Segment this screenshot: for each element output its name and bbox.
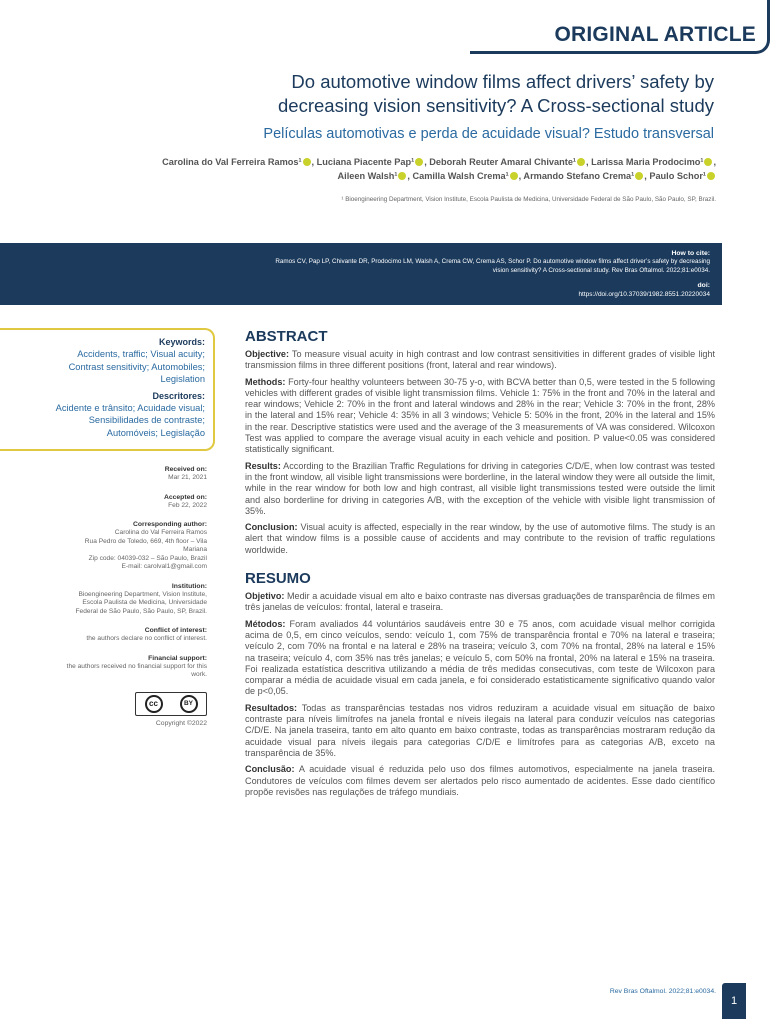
paragraph-label: Objective: [245, 349, 289, 359]
author-name: , Larissa Maria Prodocimo¹ [586, 157, 704, 167]
title-line: decreasing vision sensitivity? A Cross-sectional study [278, 95, 714, 116]
author-name: Carolina do Val Ferreira Ramos¹ [162, 157, 302, 167]
conflict-heading: Conflict of interest: [144, 627, 207, 634]
paragraph-text: Medir a acuidade visual em alto e baixo contraste nas diversas graduações de transparência de filmes em três janelas de veículos: frontal, lateral e traseira. [245, 591, 715, 613]
orcid-icon[interactable] [704, 158, 712, 166]
received-date: Mar 21, 2021 [168, 474, 207, 481]
author-separator: , [713, 157, 716, 167]
orcid-icon[interactable] [635, 172, 643, 180]
resumo-metodos [245, 619, 715, 698]
orcid-icon[interactable] [707, 172, 715, 180]
author-name: , Armando Stefano Crema¹ [518, 171, 635, 181]
abstract-results [245, 461, 715, 517]
sidebar [0, 328, 215, 727]
conflict-text: the authors declare no conflict of interest. [86, 635, 207, 642]
cc-by-license-badge[interactable] [135, 692, 207, 716]
accepted-heading: Accepted on: [163, 493, 207, 501]
author-name: , Paulo Schor¹ [644, 171, 706, 181]
descritores-text: Acidente e trânsito; Acuidade visual; Sensibilidades de contraste; Automóveis; Legislação [55, 402, 205, 438]
author-name: , Luciana Piacente Pap¹ [311, 157, 415, 167]
resumo-resultados [245, 703, 715, 759]
resumo-objetivo [245, 591, 715, 614]
main-content [245, 328, 715, 803]
institution-heading: Institution: [171, 582, 207, 590]
descritores-heading: Descritores: [152, 390, 205, 401]
cc-icon: cc [145, 695, 163, 713]
resumo-conclusao [245, 764, 715, 798]
keywords-heading: Keywords: [158, 337, 205, 347]
resumo-heading: RESUMO [245, 570, 311, 588]
abstract-objective [245, 349, 715, 372]
page-number: 1 [722, 983, 746, 1019]
corresponding-line: Zip code: 04039-032 – São Paulo, Brazil [88, 554, 207, 562]
financial-text: the authors received no financial support for this work. [66, 662, 207, 678]
article-type-label: ORIGINAL ARTICLE [554, 23, 756, 46]
orcid-icon[interactable] [577, 158, 585, 166]
citation-text: Ramos CV, Pap LP, Chivante DR, Prodocimo LM, Walsh A, Crema CW, Crema AS, Schor P. Do automotive window films affect driver’s safety by decreasing vision sensitivity? A Cross-sectional study. Rev Bras Oftalmol. 2022;81:e0034. [275, 258, 710, 274]
orcid-icon[interactable] [303, 158, 311, 166]
accepted-date: Feb 22, 2022 [168, 501, 207, 509]
corresponding-author [60, 529, 207, 572]
paragraph-text: Forty-four healthy volunteers between 30-75 y-o, with BCVA better than 0,5, were tested in the 5 following vehicles with different grades of visible light transmission films. Vehicle 1: 75% in the front and 70% in the lateral and rear windows; Vehicle 2: 70% in the front and lateral windows and 28% in the rear; Vehicle 3: 70% in the front, 28% in the lateral and 15% rear; Vehicle 4: 35% in all 3 windows; Vehicle 5: 50% in the front, 20% in the lateral and 15% in the rear. Descriptive statistics were used and the average of the 3 measurements of VA was considered. Wilcoxon Test was applied to compare the average visual acuity in each vehicle and position. P value<0.05 was considered statistically significant. [245, 376, 715, 455]
paragraph-label: Métodos: [245, 618, 286, 629]
article-subtitle: Películas automotivas e perda de acuidade visual? Estudo transversal [263, 126, 714, 142]
paragraph-text: To measure visual acuity in high contrast and low contrast sensitivities in different grades of visible light transmission films in three different positions (front, lateral and rear windows). [245, 349, 715, 371]
footer-citation: Rev Bras Oftalmol. 2022;81:e0034. [609, 988, 716, 995]
institution-text: Bioengineering Department, Vision Institute, Escola Paulista de Medicina, Universidade Federal de São Paulo, São Paulo, SP, Brazil. [75, 590, 207, 615]
orcid-icon[interactable] [510, 172, 518, 180]
paragraph-text: According to the Brazilian Traffic Regulations for driving in categories C/D/E, when low contrast was tested in the front window, all visible light transmissions were borderline, in the lateral window they were all outside the limit, while in the rear window for both low and high contrast, all visible light transmissions tested were outside the limit and also borderline for driving in categories A/B, with the exception of the vehicle with visible light transmission of 35%. [245, 460, 715, 516]
by-icon: BY [180, 695, 198, 713]
corresponding-heading: Corresponding author: [132, 521, 207, 528]
author-list [76, 155, 716, 183]
orcid-icon[interactable] [398, 172, 406, 180]
paragraph-text: A acuidade visual é reduzida pelo uso dos filmes automotivos, especialmente na janela traseira. Condutores de veículos com filmes devem ser alertados pelo risco aumentado de acidentes. Esse dado científico propõe revisões nas regulações de tráfego mundiais. [245, 764, 715, 797]
title-line: Do automotive window films affect drivers’ safety by [291, 71, 714, 92]
author-name: Aileen Walsh¹ [337, 171, 398, 181]
abstract-methods [245, 377, 715, 456]
abstract-heading: ABSTRACT [245, 328, 328, 345]
paragraph-label: Resultados: [245, 702, 298, 713]
financial-heading: Financial support: [148, 654, 207, 662]
abstract-conclusion [245, 522, 715, 556]
paragraph-label: Conclusão: [245, 764, 295, 775]
corresponding-email[interactable]: E-mail: carolval1@gmail.com [121, 563, 207, 570]
citation-box [0, 243, 722, 305]
article-info [0, 465, 215, 727]
orcid-icon[interactable] [415, 158, 423, 166]
copyright: Copyright ©2022 [155, 719, 207, 727]
article-title [194, 70, 714, 118]
corresponding-line: Carolina do Val Ferreira Ramos [114, 529, 207, 536]
doi-heading: doi: [697, 282, 710, 289]
author-name: , Camilla Walsh Crema¹ [407, 171, 509, 181]
paragraph-text: Visual acuity is affected, especially in the rear window, by the use of automotive films. The study is an alert that window films is a possible cause of accidents and may contribute to the revision of traffic regulations worldwide. [245, 522, 715, 555]
paragraph-label: Methods: [245, 376, 286, 387]
paragraph-label: Objetivo: [245, 591, 285, 602]
affiliation: ¹ Bioengineering Department, Vision Institute, Escola Paulista de Medicina, Universidade Federal de São Paulo, São Paulo, SP, Brazil. [341, 196, 716, 203]
corresponding-line: Rua Pedro de Toledo, 669, 4th floor – Vila Mariana [84, 537, 207, 553]
paragraph-label: Conclusion: [245, 522, 298, 533]
keywords-text: Accidents, traffic; Visual acuity; Contrast sensitivity; Automobiles; Legislation [68, 349, 205, 384]
paragraph-label: Results: [245, 460, 281, 471]
paragraph-text: Todas as transparências testadas nos vidros reduziram a acuidade visual em situação de baixo contraste para níveis limítrofes na janela frontal e níveis ilegais na lateral para conduzir veículos nas categorias C/D/E. Na janela traseira, tanto em alto quanto em baixo contraste, todas as transparências mostraram redução da acuidade visual para níveis ilegais para categorias C/D/E e limítrofes para as categorias A/B, exceto na transparência de 35%. [245, 702, 715, 758]
keywords-box [0, 328, 215, 451]
doi-link[interactable]: https://doi.org/10.37039/1982.8551.20220034 [578, 291, 710, 298]
citation-heading: How to cite: [671, 250, 710, 257]
received-heading: Received on: [164, 466, 207, 473]
paragraph-text: Foram avaliados 44 voluntários saudáveis entre 30 e 75 anos, com acuidade visual melhor corrigida acima de 0,5, em cinco veículos, sendo: veículo 1, com 75% de transparência frontal e 70% na lateral e traseira; veículo 2, com 70% na frontal e na lateral e 28% na traseira; veículo 3, com 70% na frontal, 28% na lateral e 15% na traseira; veículo 4, com 35% nas três janelas; e veículo 5, com 50% na frontal, 20% na lateral e 15% na traseira. Foi realizada estatística descritiva utilizando a média de três medidas consecutivas, com teste de Wilcoxon para comparar a média de acuidade visual em cada janela, e foi considerado estatisticamente significativo quando valor de p<0,05. [245, 618, 715, 697]
author-name: , Deborah Reuter Amaral Chivante¹ [424, 157, 576, 167]
